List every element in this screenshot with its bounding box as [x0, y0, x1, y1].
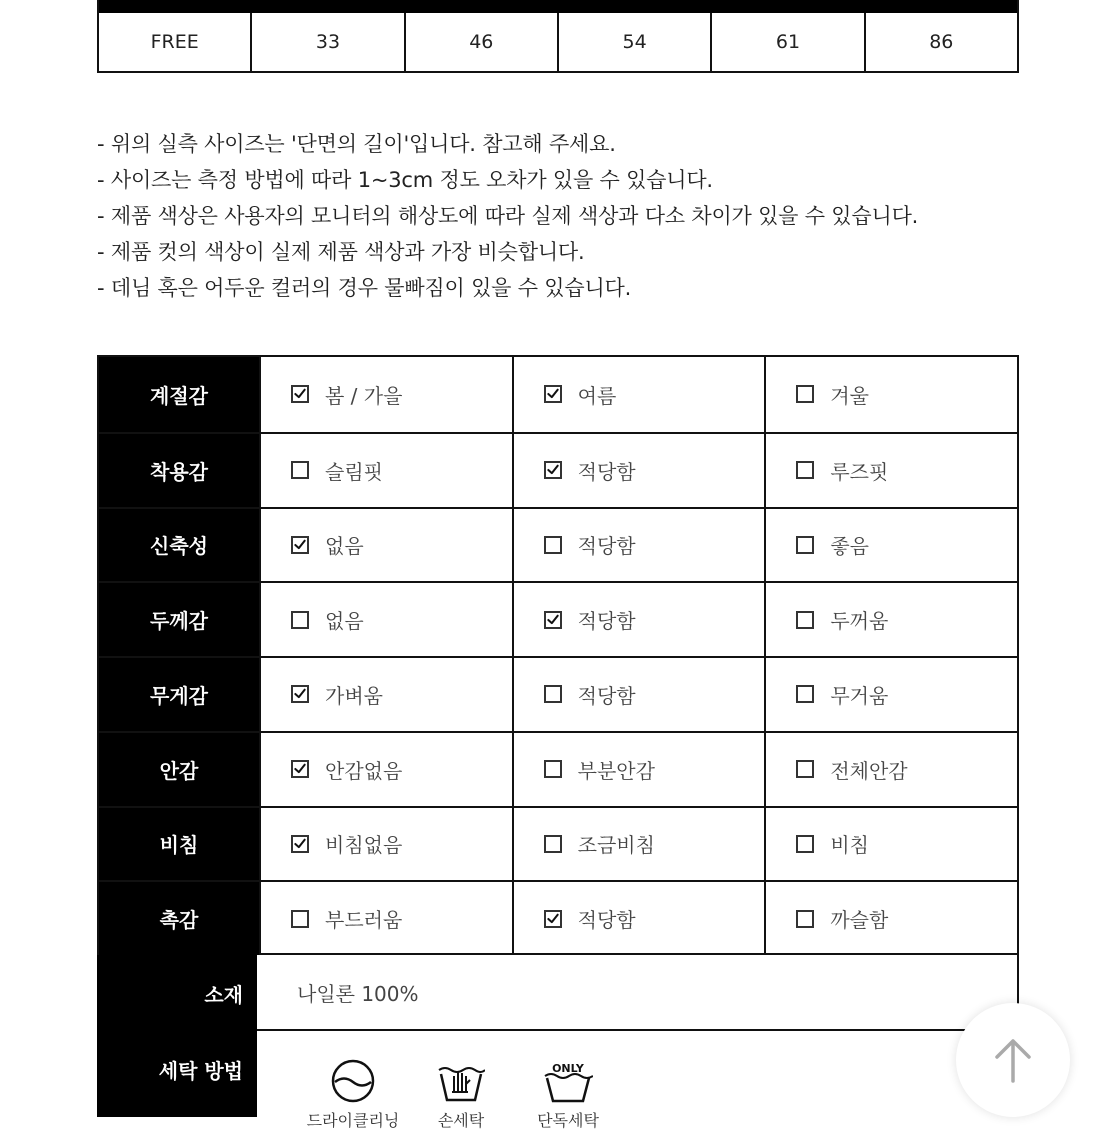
- attribute-label: 무게감: [99, 658, 259, 731]
- attribute-option: [764, 583, 1017, 656]
- checkbox-checked-icon: [291, 536, 309, 554]
- washing-item-label: 손세탁: [437, 1111, 485, 1130]
- attribute-row: [99, 880, 1017, 955]
- attribute-option-label: 없음: [325, 609, 364, 634]
- attribute-label: 신축성: [99, 509, 259, 582]
- attribute-option: [512, 434, 765, 507]
- attribute-option-label: 전체안감: [830, 758, 908, 783]
- washing-label: 세탁 방법: [158, 1058, 243, 1083]
- attribute-option-label: 부드러움: [325, 908, 403, 933]
- attribute-row: [99, 806, 1017, 881]
- attribute-option: [764, 509, 1017, 582]
- attribute-row: [99, 357, 1017, 432]
- attribute-option: [764, 733, 1017, 806]
- checkbox-checked-icon: [544, 611, 562, 629]
- attribute-option: [259, 808, 512, 881]
- washing-item: [513, 1058, 623, 1131]
- attribute-option-label: 루즈핏: [830, 459, 889, 484]
- checkbox-icon: [796, 461, 814, 479]
- checkbox-icon: [291, 461, 309, 479]
- attribute-option-label: 겨울: [830, 383, 869, 408]
- size-table-header: [99, 0, 1017, 13]
- attribute-option-label: 좋음: [830, 534, 869, 559]
- checkbox-icon: [796, 611, 814, 629]
- checkbox-icon: [544, 536, 562, 554]
- attribute-option: [764, 882, 1017, 955]
- attribute-option-label: 적당함: [577, 908, 636, 933]
- attribute-option: [259, 882, 512, 955]
- checkbox-checked-icon: [291, 385, 309, 403]
- attribute-option-label: 안감없음: [325, 758, 403, 783]
- checkbox-checked-icon: [544, 461, 562, 479]
- attribute-option: [259, 357, 512, 432]
- attribute-option: [764, 808, 1017, 881]
- product-attribute-table: [97, 355, 1019, 955]
- checkbox-icon: [796, 685, 814, 703]
- size-cell: FREE: [99, 13, 252, 71]
- attribute-option: [512, 808, 765, 881]
- attribute-label: 안감: [99, 733, 259, 806]
- attribute-option: [764, 357, 1017, 432]
- checkbox-icon: [291, 611, 309, 629]
- checkbox-icon: [544, 685, 562, 703]
- attribute-option: [512, 882, 765, 955]
- attribute-option-label: 적당함: [577, 534, 636, 559]
- checkbox-checked-icon: [544, 910, 562, 928]
- checkbox-icon: [796, 835, 814, 853]
- checkbox-icon: [796, 536, 814, 554]
- attribute-label: 두께감: [99, 583, 259, 656]
- attribute-option-label: 적당함: [577, 459, 636, 484]
- attribute-option-label: 적당함: [577, 609, 636, 634]
- attribute-option-label: 슬림핏: [325, 459, 383, 484]
- size-cell: 54: [559, 13, 712, 71]
- attribute-option-label: 비침없음: [325, 833, 403, 858]
- note-line: - 위의 실측 사이즈는 '단면의 길이'입니다. 참고해 주세요.: [97, 132, 616, 156]
- attribute-row: [99, 432, 1017, 507]
- size-notes: [97, 126, 918, 306]
- attribute-option: [259, 434, 512, 507]
- checkbox-checked-icon: [291, 685, 309, 703]
- attribute-option-label: 조금비침: [577, 833, 655, 858]
- attribute-option: [512, 583, 765, 656]
- checkbox-icon: [544, 760, 562, 778]
- size-cell: 46: [406, 13, 559, 71]
- attribute-option: [764, 434, 1017, 507]
- attribute-label: 촉감: [99, 882, 259, 955]
- material-label: 소재: [204, 982, 243, 1007]
- attribute-option: [259, 583, 512, 656]
- material-value: 나일론 100%: [257, 955, 1019, 1031]
- attribute-option-label: 까슬함: [830, 908, 889, 933]
- attribute-option-label: 무거움: [830, 683, 889, 708]
- dry-clean-icon: [330, 1058, 376, 1104]
- attribute-label: 계절감: [99, 357, 259, 432]
- attribute-option-label: 두꺼움: [830, 609, 889, 634]
- attribute-option: [764, 658, 1017, 731]
- attribute-option: [512, 658, 765, 731]
- checkbox-icon: [796, 910, 814, 928]
- checkbox-icon: [291, 910, 309, 928]
- attribute-option-label: 없음: [325, 534, 364, 559]
- attribute-option-label: 비침: [830, 833, 869, 858]
- arrow-up-icon: [993, 1037, 1033, 1083]
- washing-item: [406, 1058, 516, 1131]
- attribute-row: [99, 507, 1017, 582]
- checkbox-icon: [544, 835, 562, 853]
- attribute-row: [99, 731, 1017, 806]
- checkbox-checked-icon: [544, 385, 562, 403]
- attribute-option: [512, 357, 765, 432]
- note-line: - 제품 컷의 색상이 실제 제품 색상과 가장 비슷합니다.: [97, 240, 585, 264]
- checkbox-icon: [796, 760, 814, 778]
- wash-badge-text: ONLY: [552, 1062, 584, 1075]
- attribute-option-label: 가벼움: [325, 683, 383, 708]
- attribute-option: [259, 509, 512, 582]
- size-table: [97, 0, 1019, 73]
- size-cell: 61: [712, 13, 865, 71]
- attribute-option-label: 봄 / 가을: [325, 383, 403, 408]
- attribute-row: [99, 656, 1017, 731]
- washing-item: [298, 1058, 408, 1131]
- note-line: - 사이즈는 측정 방법에 따라 1~3cm 정도 오차가 있을 수 있습니다.: [97, 168, 713, 192]
- size-cell: 33: [252, 13, 405, 71]
- washing-item-label: 단독세탁: [537, 1111, 599, 1130]
- checkbox-checked-icon: [291, 760, 309, 778]
- scroll-to-top-button[interactable]: [956, 1003, 1070, 1117]
- washing-item-label: 드라이클리닝: [306, 1111, 400, 1130]
- attribute-row: [99, 581, 1017, 656]
- attribute-option-label: 적당함: [577, 683, 636, 708]
- size-cell: 86: [929, 31, 954, 53]
- checkbox-icon: [796, 385, 814, 403]
- attribute-option: [512, 733, 765, 806]
- attribute-option: [259, 733, 512, 806]
- attribute-option-label: 여름: [577, 383, 617, 408]
- note-line: - 데님 혹은 어두운 컬러의 경우 물빠짐이 있을 수 있습니다.: [97, 276, 632, 300]
- hand-wash-icon: [437, 1058, 485, 1104]
- attribute-option-label: 부분안감: [577, 758, 655, 783]
- attribute-label: 비침: [99, 808, 259, 881]
- attribute-label: 착용감: [99, 434, 259, 507]
- wash-separately-icon: [543, 1058, 593, 1104]
- size-table-row: [99, 13, 1017, 71]
- attribute-option: [259, 658, 512, 731]
- note-line: - 제품 색상은 사용자의 모니터의 해상도에 따라 실제 색상과 다소 차이가 있을 수 있습니다.: [97, 204, 919, 228]
- attribute-option: [512, 509, 765, 582]
- checkbox-checked-icon: [291, 835, 309, 853]
